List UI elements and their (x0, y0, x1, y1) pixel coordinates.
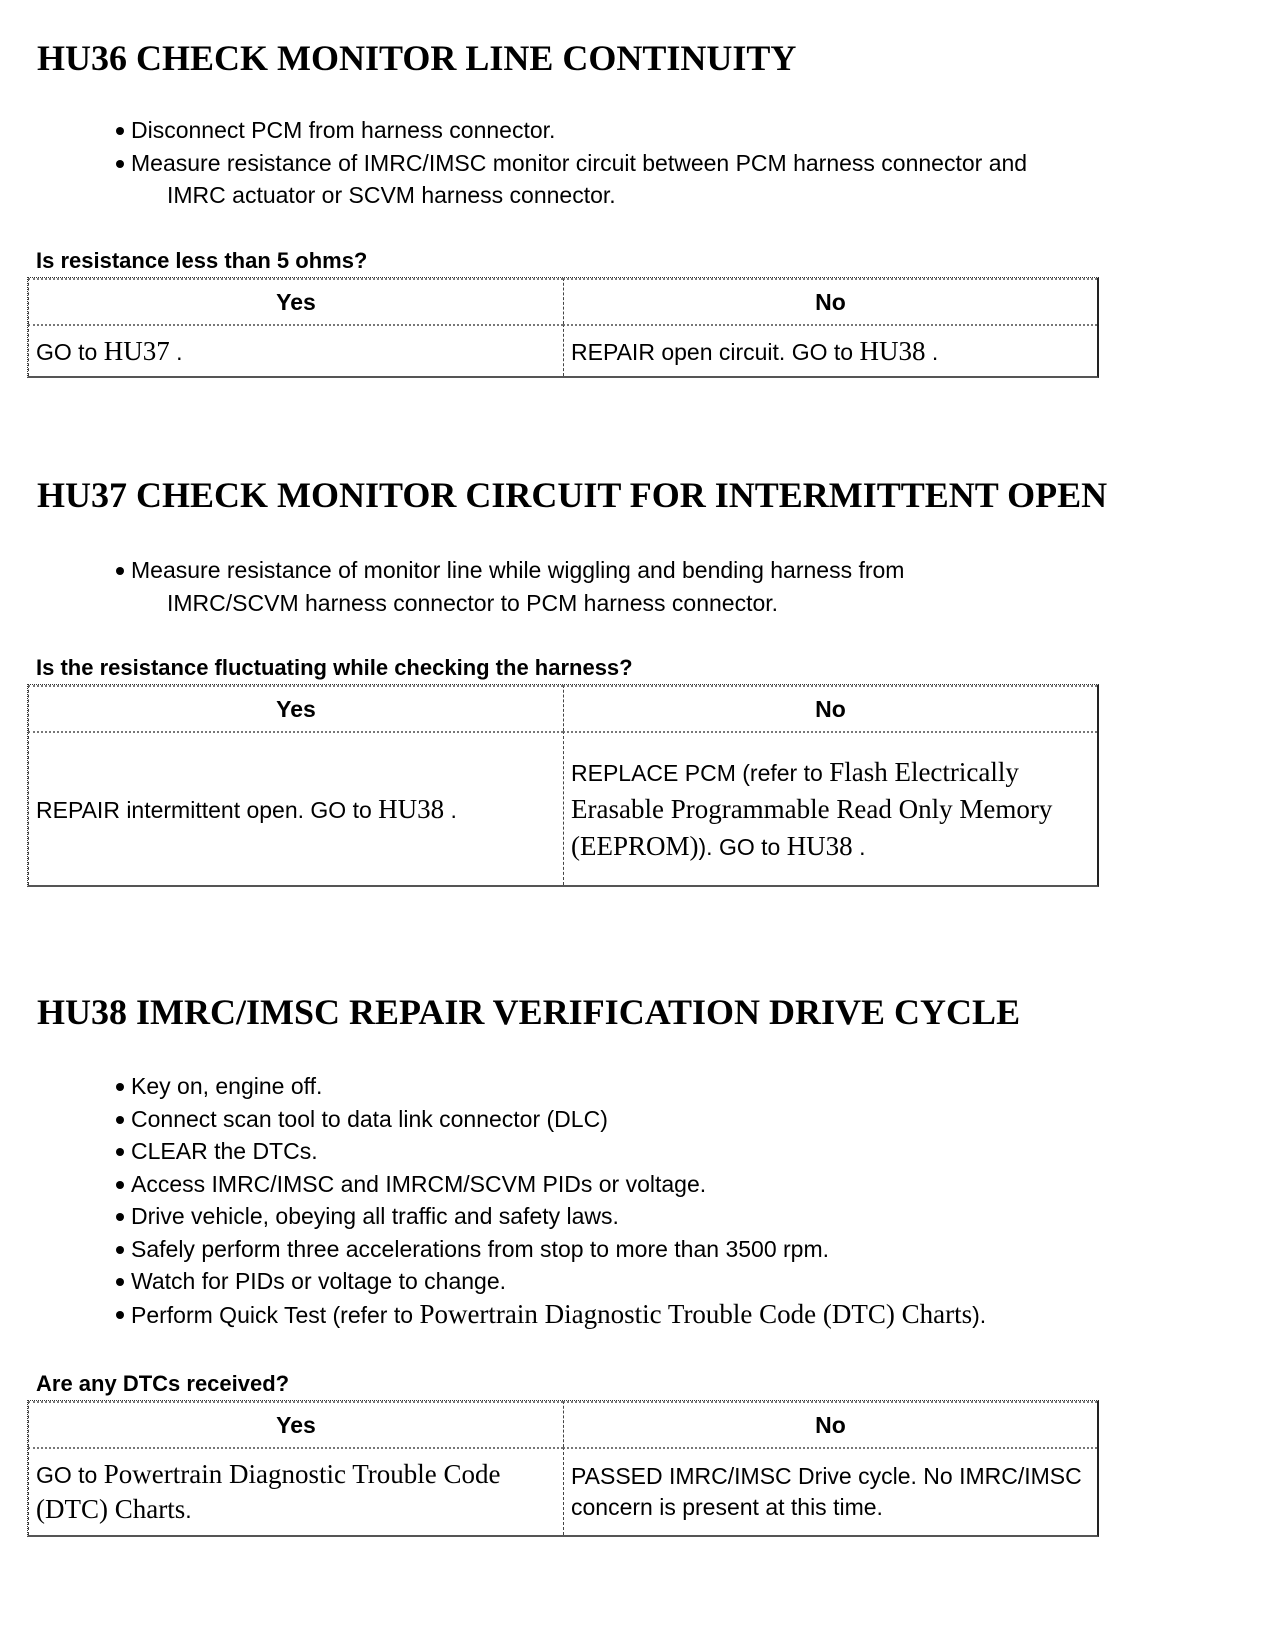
link-flash-eeprom[interactable]: Flash Electrically Erasable Programmable Read Only Memory (EEPROM) (571, 756, 1053, 861)
decision-table (27, 277, 1099, 378)
list-item: Safely perform three accelerations from stop to more than 3500 rpm. (116, 1233, 986, 1266)
bullet-icon (116, 1181, 124, 1189)
instruction-list (116, 1070, 986, 1331)
column-header-yes: Yes (28, 685, 563, 731)
bullet-icon (116, 1083, 124, 1091)
column-header-no: No (563, 278, 1097, 324)
list-item: Watch for PIDs or voltage to change. (116, 1265, 986, 1298)
yes-cell: REPAIR intermittent open. GO to HU38 . (28, 731, 563, 885)
list-item: Drive vehicle, obeying all traffic and safety laws. (116, 1200, 986, 1233)
decision-question: Are any DTCs received? (36, 1371, 290, 1396)
link-hu37[interactable]: HU37 (103, 335, 170, 366)
column-header-yes: Yes (28, 278, 563, 324)
link-dtc-charts[interactable]: Powertrain Diagnostic Trouble Code (DTC) Charts (419, 1298, 973, 1329)
list-item: Access IMRC/IMSC and IMRCM/SCVM PIDs or voltage. (116, 1168, 986, 1201)
bullet-icon (116, 1213, 124, 1221)
no-cell: REPAIR open circuit. GO to HU38 . (563, 324, 1097, 376)
list-item: CLEAR the DTCs. (116, 1135, 986, 1168)
yes-cell: GO to HU37 . (28, 324, 563, 376)
list-item: Measure resistance of monitor line while wiggling and bending harness from IMRC/SCVM harness connector to PCM harness connector. (116, 554, 904, 619)
link-hu38[interactable]: HU38 (859, 335, 926, 366)
yes-cell: GO to Powertrain Diagnostic Trouble Code (DTC) Charts. (28, 1447, 563, 1535)
no-cell: REPLACE PCM (refer to Flash Electrically Erasable Programmable Read Only Memory (EEPROM)). GO to HU38 . (563, 731, 1097, 885)
section-heading: HU38 IMRC/IMSC REPAIR VERIFICATION DRIVE CYCLE (37, 992, 1021, 1032)
bullet-icon (116, 1116, 124, 1124)
decision-table (27, 1400, 1099, 1537)
bullet-icon (116, 567, 124, 575)
decision-question: Is the resistance fluctuating while checking the harness? (36, 655, 633, 680)
link-hu38[interactable]: HU38 (786, 830, 853, 861)
instruction-list (116, 114, 1027, 212)
bullet-icon (116, 1246, 124, 1254)
link-dtc-charts[interactable]: Powertrain Diagnostic Trouble Code (DTC) Charts (36, 1459, 501, 1524)
section-heading: HU37 CHECK MONITOR CIRCUIT FOR INTERMITTENT OPEN (37, 475, 1108, 515)
no-cell: PASSED IMRC/IMSC Drive cycle. No IMRC/IMSC concern is present at this time. (563, 1447, 1097, 1535)
column-header-yes: Yes (28, 1401, 563, 1447)
instruction-list (116, 554, 904, 619)
list-item: Connect scan tool to data link connector (DLC) (116, 1103, 986, 1136)
decision-question: Is resistance less than 5 ohms? (36, 248, 368, 273)
bullet-icon (116, 1278, 124, 1286)
list-item: Key on, engine off. (116, 1070, 986, 1103)
bullet-icon (116, 127, 124, 135)
link-hu38[interactable]: HU38 (378, 793, 445, 824)
table-row (28, 731, 1097, 885)
decision-table (27, 684, 1099, 887)
table-row (28, 324, 1097, 376)
list-item: Measure resistance of IMRC/IMSC monitor circuit between PCM harness connector and IMRC actuator or SCVM harness connector. (116, 147, 1027, 212)
bullet-icon (116, 160, 124, 168)
column-header-no: No (563, 685, 1097, 731)
bullet-icon (116, 1311, 124, 1319)
list-item: Perform Quick Test (refer to Powertrain Diagnostic Trouble Code (DTC) Charts). (116, 1298, 986, 1332)
column-header-no: No (563, 1401, 1097, 1447)
table-row (28, 1447, 1097, 1535)
section-heading: HU36 CHECK MONITOR LINE CONTINUITY (37, 38, 797, 78)
list-item: Disconnect PCM from harness connector. (116, 114, 1027, 147)
bullet-icon (116, 1148, 124, 1156)
